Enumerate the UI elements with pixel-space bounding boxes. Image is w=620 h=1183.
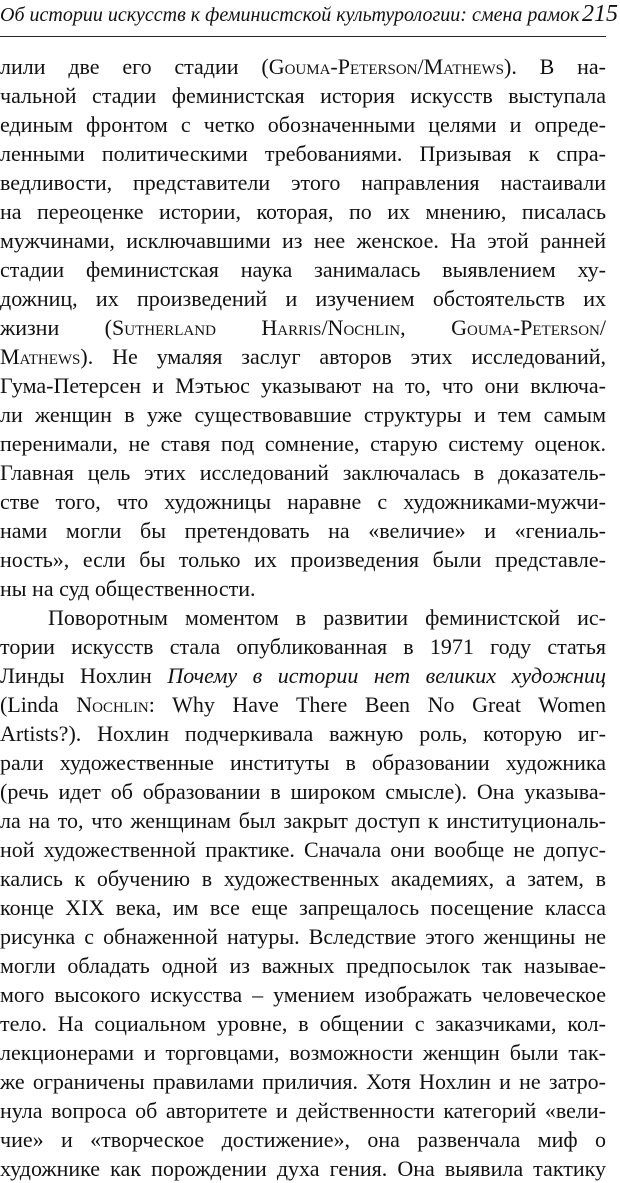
text-run: же ограничены правилами приличия. Хотя Нохлин и не затро- (0, 1069, 606, 1094)
text-run: Поворотным моментом в развитии феминистской ис- (48, 605, 606, 630)
text-run: ленными политическими требованиями. Призывая к спра- (0, 141, 606, 166)
text-line (0, 545, 606, 574)
text-line (0, 632, 606, 661)
text-run: : Why Have There Been No Great Women (148, 692, 606, 717)
text-line (0, 893, 606, 922)
text-line (0, 1038, 606, 1067)
text-run: чие» и «творческое достижение», она развенчала миф о (0, 1127, 606, 1152)
author-citation: Gouma-Peterson/ (451, 315, 606, 340)
header-rule (0, 36, 606, 37)
text-run: конце XIX века, им все еще запрещалось посещение класса (0, 895, 606, 920)
text-run: ность», если бы только их произведения были представле- (0, 547, 606, 572)
text-run: ). Не умаляя заслуг авторов этих исследований, (80, 344, 606, 369)
text-run: единым фронтом с четко обозначенными целями и опреде- (0, 112, 606, 137)
text-line (0, 458, 606, 487)
text-run: ла на то, что женщинам был закрыт доступ к институциональ- (0, 808, 606, 833)
text-line (0, 52, 606, 81)
running-head: Об истории искусств к феминистской культурологии: смена рамок (0, 4, 580, 26)
text-run: нами могли бы претендовать на «величие» и «гениаль- (0, 518, 606, 543)
text-line (0, 835, 606, 864)
text-line (0, 1009, 606, 1038)
text-run: лекционерами и торговцами, возможности женщин были так- (0, 1040, 606, 1065)
text-line (0, 400, 606, 429)
text-run: нула вопроса об авторитете и действенности категорий «вели- (0, 1098, 606, 1123)
text-run: Линды Нохлин (0, 663, 168, 688)
text-run: художнике как порождении духа гения. Она выявила тактику (0, 1156, 606, 1181)
text-line (0, 777, 606, 806)
text-line (0, 951, 606, 980)
text-line (0, 748, 606, 777)
text-line (0, 1096, 606, 1125)
text-line (0, 168, 606, 197)
text-line (0, 284, 606, 313)
body-text (0, 52, 606, 1183)
text-line (0, 690, 606, 719)
text-run: Главная цель этих исследований заключалась в доказатель- (0, 460, 606, 485)
text-run: тело. На социальном уровне, в общении с заказчиками, кол- (0, 1011, 606, 1036)
text-line (0, 719, 606, 748)
author-citation: Sutherland Harris/Nochlin (112, 315, 401, 340)
text-run: (речь идет об образовании в широком смысле). Она указыва- (0, 779, 606, 804)
author-citation: Gouma-Peterson/Mathews (268, 54, 504, 79)
text-line (0, 806, 606, 835)
text-run: мужчинами, исключавшими из нее женское. На этой ранней (0, 228, 606, 253)
text-line (0, 110, 606, 139)
text-line (0, 371, 606, 400)
text-run: мого высокого искусства – умением изображать человеческое (0, 982, 606, 1007)
text-run: стадии феминистская наука занималась выявлением ху- (0, 257, 606, 282)
text-run: на переоценке истории, которая, по их мнению, писалась (0, 199, 606, 224)
text-run: лили две его стадии ( (0, 54, 269, 79)
text-line (0, 139, 606, 168)
text-line (0, 255, 606, 284)
text-run: рали художественные институты в образовании художника (0, 750, 606, 775)
text-run: ). В на- (504, 54, 606, 79)
text-run: чальной стадии феминистская история искусств выступала (0, 83, 606, 108)
page-number: 215 (582, 1, 618, 27)
text-line (0, 313, 606, 342)
text-run: стве того, что художницы наравне с художниками-мужчи- (0, 489, 606, 514)
text-line (0, 1154, 606, 1183)
text-run: тории искусств стала опубликованная в 1971 году статья (0, 634, 606, 659)
text-run: Artists?). Нохлин подчеркивала важную роль, которую иг- (0, 721, 606, 746)
text-line (0, 226, 606, 255)
text-line (0, 603, 606, 632)
article-title: Почему в истории нет великих художниц (167, 663, 607, 688)
page-header (0, 0, 620, 40)
text-run: жизни ( (0, 315, 113, 340)
text-run: ведливости, представители этого направления настаивали (0, 170, 606, 195)
text-run: кались к обучению в художественных академиях, а затем, в (0, 866, 606, 891)
text-line (0, 516, 606, 545)
text-run: могли обладать одной из важных предпосылок так называе- (0, 953, 606, 978)
text-line (0, 487, 606, 516)
text-run: ны на суд общественности. (0, 576, 256, 601)
text-run: , (400, 315, 452, 340)
text-line (0, 864, 606, 893)
text-run: рисунка с обнаженной натуры. Вследствие этого женщины не (0, 924, 606, 949)
text-line (0, 81, 606, 110)
text-line (0, 980, 606, 1009)
text-run: дожниц, их произведений и изучением обстоятельств их (0, 286, 606, 311)
text-run: ной художественной практике. Сначала они вообще не допус- (0, 837, 606, 862)
text-run: ли женщин в уже существовавшие структуры и тем самым (0, 402, 606, 427)
text-line (0, 922, 606, 951)
text-run: (Linda (0, 692, 77, 717)
text-line (0, 429, 606, 458)
text-line (0, 1125, 606, 1154)
text-line (0, 1067, 606, 1096)
author-citation: Mathews (0, 344, 81, 369)
text-run: перенимали, не ставя под сомнение, старую систему оценок. (0, 431, 606, 456)
text-line (0, 574, 606, 603)
text-run: Гума-Петерсен и Мэтьюс указывают на то, что они включа- (0, 373, 606, 398)
author-citation: Nochlin (76, 692, 149, 717)
text-line (0, 197, 606, 226)
text-line (0, 661, 606, 690)
text-line (0, 342, 606, 371)
